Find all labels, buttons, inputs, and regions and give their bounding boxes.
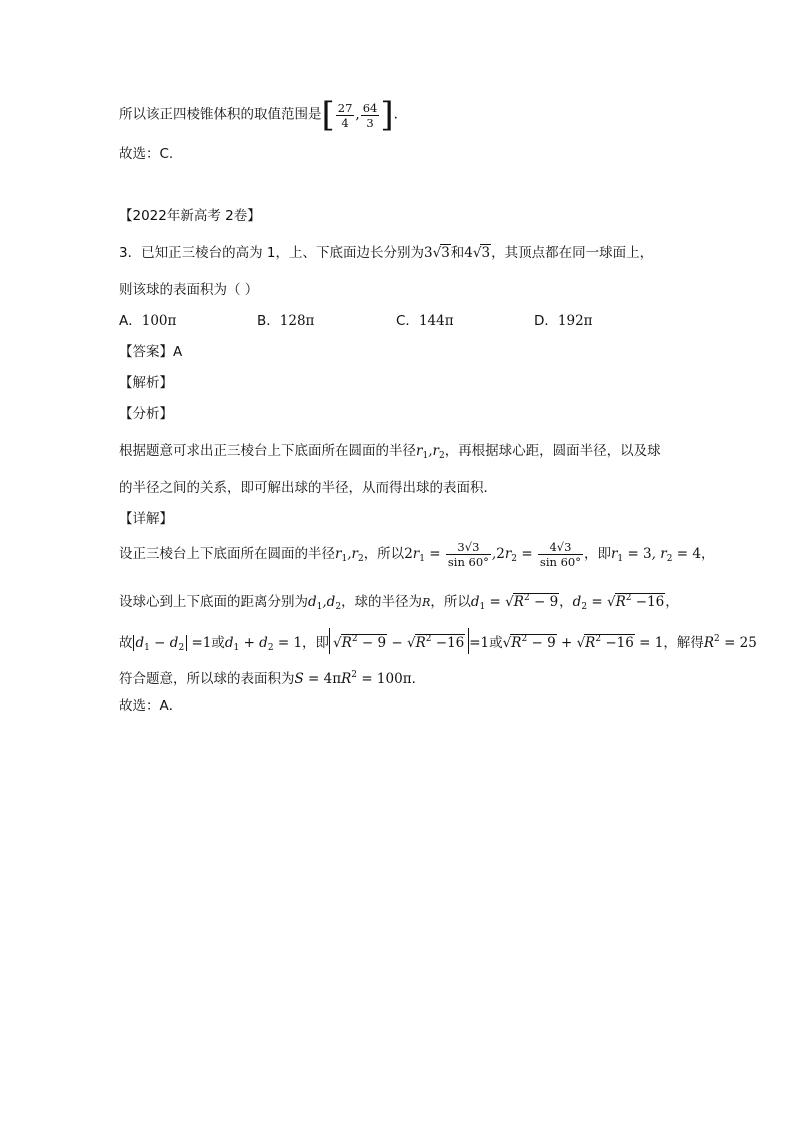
answer-label: 【答案】A xyxy=(119,344,183,360)
options-row xyxy=(119,312,639,330)
volume-range-line: 所以该正四棱锥体积的取值范围是[ $\frac{27}{4}$ , $\frac{64}{3}$ ]. xyxy=(119,95,398,135)
detail-line4: 符合题意，所以球的表面积为$S = 4\pi R^2 = 100\pi$． xyxy=(119,670,426,687)
option-d[interactable]: D．192π xyxy=(534,313,593,329)
detail-label: 【详解】 xyxy=(119,511,173,527)
question-stem-line2: 则该球的表面积为（ ） xyxy=(119,282,259,298)
fraction-27-4: $\frac{27}{4}$ xyxy=(337,100,353,130)
detail-line3: 故 $d_1 - d_2 =1$或$d_1 + d_2 = 1$，即 $√R^2 - 9 - √R^2 -16 =1$或$√R^2 - 9 + √R^2 -16 = 1$，解得$R^2 = 25$ xyxy=(119,628,757,657)
detail-line1: 设正三棱台上下底面所在圆面的半径$r_1,r_2$，所以$2r_1$ = $\frac{3√3}{\sin 60^\circ}$ $,2r_2$ = $\frac{4√3}{\sin 60^\circ}$ ，即$r_1 = 3$, $r_2 = 4$， xyxy=(119,540,715,569)
detail-line2: 设球心到上下底面的距离分别为$d_1,d_2$，球的半径为R，所以$d_1 = √R^2 - 9$，$d_2 = √R^2 -16$， xyxy=(119,593,679,612)
fraction-64-3: $\frac{64}{3}$ xyxy=(362,100,378,130)
question-source: 【2022年新高考 2卷】 xyxy=(119,208,261,224)
final-choice: 故选：A． xyxy=(119,698,183,714)
option-c[interactable]: C．144π xyxy=(396,313,454,329)
fraction-3sqrt3: $\frac{3√3}{\sin 60^\circ}$ xyxy=(447,540,489,569)
question-stem-line1: 3．已知正三棱台的高为 1，上、下底面边长分别为3√3和4√3，其顶点都在同一球面上， xyxy=(119,245,654,261)
fenxi-line1: 根据题意可求出正三棱台上下底面所在圆面的半径$r_1,r_2$，再根据球心距，圆面半径，以及球 xyxy=(119,443,661,461)
option-b[interactable]: B．128π xyxy=(257,313,315,329)
analysis-label: 【解析】 xyxy=(119,375,173,391)
range-prefix: 所以该正四棱锥体积的取值范围是 xyxy=(119,106,322,123)
option-a[interactable]: A．100π xyxy=(119,313,177,329)
left-bracket: [ xyxy=(321,95,335,135)
fraction-4sqrt3: $\frac{4√3}{\sin 60^\circ}$ xyxy=(539,540,581,569)
previous-choice: 故选：C. xyxy=(119,146,174,162)
fenxi-label: 【分析】 xyxy=(119,406,173,422)
right-bracket: ] xyxy=(380,95,394,135)
fenxi-line2: 的半径之间的关系，即可解出球的半径，从而得出球的表面积． xyxy=(119,480,497,496)
